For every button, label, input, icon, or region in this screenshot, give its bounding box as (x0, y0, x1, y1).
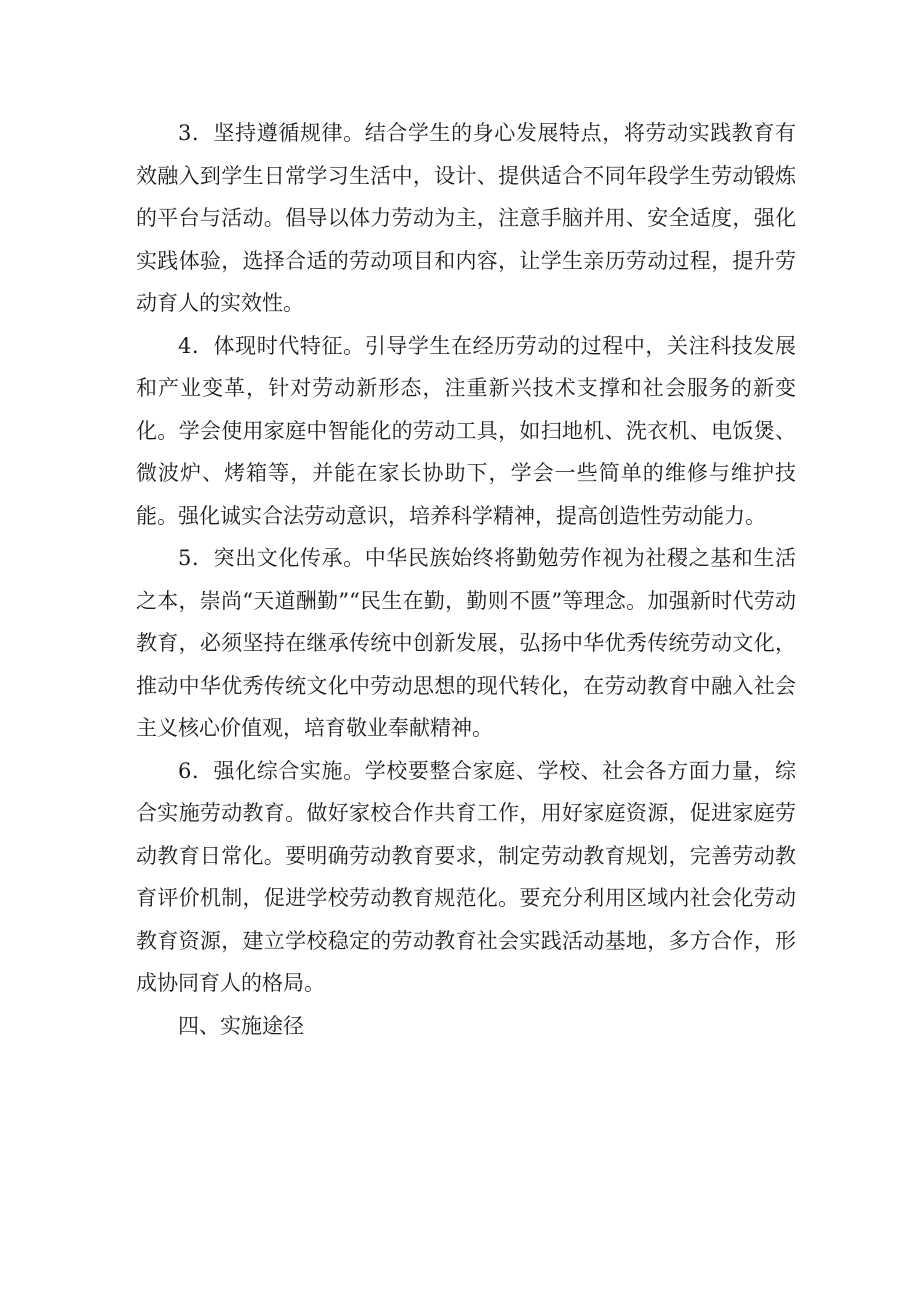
paragraph-principle-4: 4．体现时代特征。引导学生在经历劳动的过程中，关注科技发展和产业变革，针对劳动新形态，注重新兴技术支撑和社会服务的新变化。学会使用家庭中智能化的劳动工具，如扫地机、洗衣机、电饭煲、微波炉、烤箱等，并能在家长协助下，学会一些简单的维修与维护技能。强化诚实合法劳动意识，培养科学精神，提高创造性劳动能力。 (136, 333, 796, 528)
paragraph-principle-5: 5．突出文化传承。中华民族始终将勤勉劳作视为社稷之基和生活之本，崇尚“天道酬勤”“民生在勤，勤则不匮”等理念。加强新时代劳动教育，必须坚持在继承传统中创新发展，弘扬中华优秀传统劳动文化，推动中华优秀传统文化中劳动思想的现代转化，在劳动教育中融入社会主义核心价值观，培育敬业奉献精神。 (136, 546, 796, 740)
section-heading: 四、实施途径 (178, 1013, 304, 1038)
paragraph-principle-6: 6．强化综合实施。学校要整合家庭、学校、社会各方面力量，综合实施劳动教育。做好家校合作共育工作，用好家庭资源，促进家庭劳动教育日常化。要明确劳动教育要求，制定劳动教育规划，完善劳动教育评价机制，促进学校劳动教育规范化。要充分利用区域内社会化劳动教育资源，建立学校稳定的劳动教育社会实践活动基地，多方合作，形成协同育人的格局。 (136, 758, 796, 995)
paragraph-principle-3: 3．坚持遵循规律。结合学生的身心发展特点，将劳动实践教育有效融入到学生日常学习生活中，设计、提供适合不同年段学生劳动锻炼的平台与活动。倡导以体力劳动为主，注意手脑并用、安全适度，强化实践体验，选择合适的劳动项目和内容，让学生亲历劳动过程，提升劳动育人的实效性。 (136, 121, 796, 315)
document-body (136, 112, 796, 1047)
